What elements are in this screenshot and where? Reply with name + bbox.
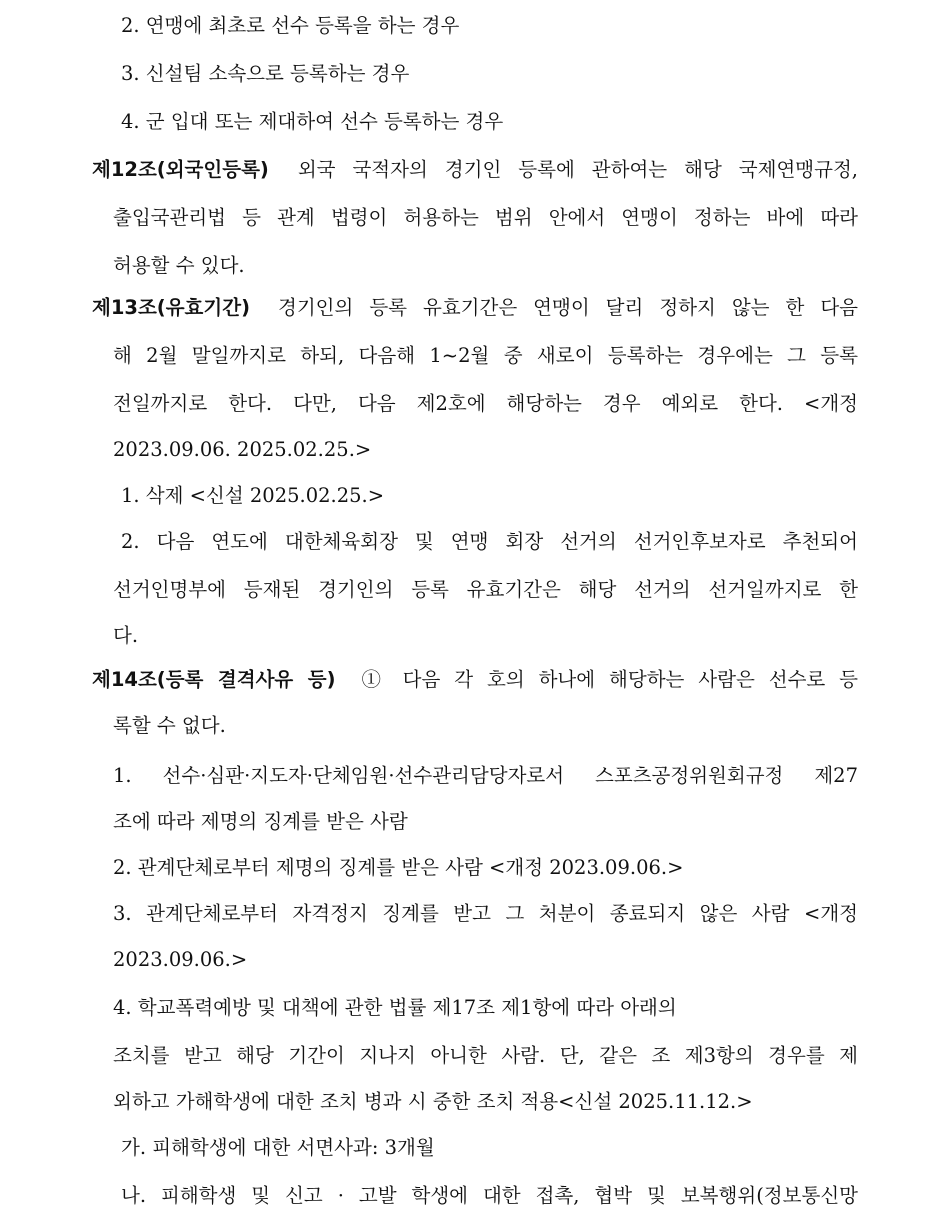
item-line: [121, 14, 459, 38]
article-13-line: [113, 438, 371, 462]
item-line: [113, 948, 247, 972]
item-text: 3. 신설팀 소속으로 등록하는 경우: [121, 62, 410, 85]
article-14-line: [113, 714, 226, 738]
item-line: [121, 62, 409, 86]
article-12-heading: 제12조(외국인등록): [92, 158, 269, 181]
item-text: 2. 관계단체로부터 제명의 징계를 받은 사람 <개정 2023.09.06.>: [113, 856, 684, 879]
item-line: [113, 1044, 858, 1068]
item-line: [121, 484, 384, 508]
sub-item-text: 가. 피해학생에 대한 서면사과: 3개월: [121, 1136, 435, 1159]
item-line: [113, 902, 858, 926]
item-line: [113, 856, 683, 880]
article-13-text: 경기인의 등록 유효기간은 연맹이 달리 정하지 않는 한 다음: [277, 296, 858, 319]
article-12-text: 외국 국적자의 경기인 등록에 관하여는 해당 국제연맹규정,: [297, 158, 858, 181]
item-line: [121, 110, 503, 134]
article-13-line: [113, 392, 858, 416]
sub-item-line: [121, 1184, 858, 1208]
item-text: 외하고 가해학생에 대한 조치 병과 시 중한 조치 적용<신설 2025.11.12.>: [113, 1090, 753, 1113]
item-text: 2. 연맹에 최초로 선수 등록을 하는 경우: [121, 14, 460, 37]
article-12-line: [113, 254, 245, 278]
item-line: [113, 578, 858, 602]
article-text: 해 2월 말일까지로 하되, 다음해 1~2월 중 새로이 등록하는 경우에는 그 등록: [113, 344, 858, 367]
item-line: [113, 810, 408, 834]
article-text: 출입국관리법 등 관계 법령이 허용하는 범위 안에서 연맹이 정하는 바에 따라: [113, 206, 858, 229]
article-13-line: [113, 344, 858, 368]
item-text: 1. 삭제 <신설 2025.02.25.>: [121, 484, 385, 507]
sub-item-line: [121, 1136, 435, 1160]
item-line: [121, 530, 858, 554]
article-12-first-line: [92, 158, 858, 182]
item-text: 2023.09.06.>: [113, 948, 248, 971]
item-text: 1. 선수·심판·지도자·단체임원·선수관리담당자로서 스포츠공정위원회규정 제27: [113, 764, 858, 787]
article-13-first-line: [92, 296, 858, 320]
article-14-first-line: [92, 668, 858, 692]
item-text: 다.: [113, 624, 139, 647]
item-text: 2. 다음 연도에 대한체육회장 및 연맹 회장 선거의 선거인후보자로 추천되어: [121, 530, 858, 553]
sub-item-text: 나. 피해학생 및 신고 · 고발 학생에 대한 접촉, 협박 및 보복행위(정보통신망: [121, 1184, 858, 1207]
item-text: 4. 학교폭력예방 및 대책에 관한 법률 제17조 제1항에 따라 아래의: [113, 996, 677, 1019]
item-line: [113, 624, 138, 648]
article-text: 록할 수 없다.: [113, 714, 226, 737]
item-line: [113, 996, 677, 1020]
article-text: 허용할 수 있다.: [113, 254, 245, 277]
article-text: 전일까지로 한다. 다만, 다음 제2호에 해당하는 경우 예외로 한다. <개정: [113, 392, 858, 415]
item-line: [113, 1090, 753, 1114]
item-line: [113, 764, 858, 788]
article-12-line: [113, 206, 858, 230]
item-text: 조치를 받고 해당 기간이 지나지 아니한 사람. 단, 같은 조 제3항의 경우를 제: [113, 1044, 858, 1067]
item-text: 4. 군 입대 또는 제대하여 선수 등록하는 경우: [121, 110, 504, 133]
article-13-heading: 제13조(유효기간): [92, 296, 250, 319]
item-text: 3. 관계단체로부터 자격정지 징계를 받고 그 처분이 종료되지 않은 사람 <개정: [113, 902, 858, 925]
article-text: 2023.09.06. 2025.02.25.>: [113, 438, 372, 461]
article-14-text: ① 다음 각 호의 하나에 해당하는 사람은 선수로 등: [361, 668, 858, 691]
item-text: 선거인명부에 등재된 경기인의 등록 유효기간은 해당 선거의 선거일까지로 한: [113, 578, 858, 601]
article-14-heading: 제14조(등록 결격사유 등): [92, 668, 336, 691]
item-text: 조에 따라 제명의 징계를 받은 사람: [113, 810, 408, 833]
